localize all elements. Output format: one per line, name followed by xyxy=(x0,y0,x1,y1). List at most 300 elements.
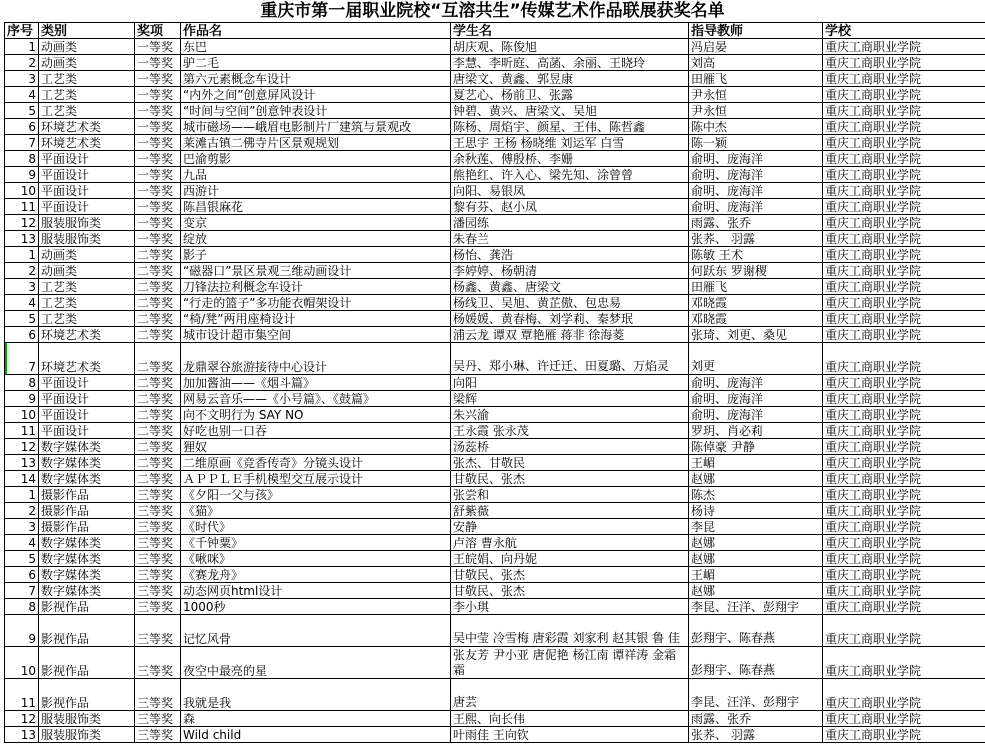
cell-school[interactable]: 重庆工商职业学院 xyxy=(823,519,985,535)
cell-work-title[interactable]: 《赛龙舟》 xyxy=(181,567,451,583)
table-row xyxy=(5,151,985,167)
cell-teacher[interactable]: 张琦、刘更、桑见 xyxy=(689,327,823,343)
cell-work-title[interactable]: 刀锋法拉利概念车设计 xyxy=(181,279,451,295)
cell-number[interactable]: 8 xyxy=(5,599,39,615)
cell-category[interactable]: 服装服饰类 xyxy=(39,215,135,231)
cell-teacher[interactable]: 张荞、 羽露 xyxy=(689,231,823,247)
cell-category[interactable]: 工艺类 xyxy=(39,71,135,87)
cell-work-title[interactable]: 第六元素概念车设计 xyxy=(181,71,451,87)
cell-work-title[interactable]: 二维原画《竞香传奇》分镜头设计 xyxy=(181,455,451,471)
cell-number[interactable]: 13 xyxy=(5,727,39,743)
cell-number[interactable]: 6 xyxy=(5,119,39,135)
cell-category[interactable]: 平面设计 xyxy=(39,423,135,439)
cell-students[interactable]: 钟碧、黄兴、唐梁文、吴旭 xyxy=(451,103,689,119)
cell-students[interactable]: 舒紫薇 xyxy=(451,503,689,519)
cell-school[interactable]: 重庆工商职业学院 xyxy=(823,615,985,647)
cell-teacher[interactable]: 俞明、庞海洋 xyxy=(689,151,823,167)
cell-number[interactable]: 13 xyxy=(5,231,39,247)
cell-category[interactable]: 服装服饰类 xyxy=(39,231,135,247)
awards-table xyxy=(4,22,985,743)
cell-teacher[interactable]: 俞明、庞海洋 xyxy=(689,407,823,423)
cell-number[interactable]: 6 xyxy=(5,327,39,343)
cell-work-title[interactable]: Wild child xyxy=(181,727,451,743)
cell-work-title[interactable]: 影子 xyxy=(181,247,451,263)
cell-school[interactable]: 重庆工商职业学院 xyxy=(823,679,985,711)
cell-students[interactable]: 吴中莹 冷雪梅 唐彩霞 刘家利 赵其银 鲁 佳 xyxy=(451,615,689,647)
cell-teacher[interactable]: 何跃东 罗谢稷 xyxy=(689,263,823,279)
cell-award[interactable]: 三等奖 xyxy=(135,551,181,567)
cell-teacher[interactable]: 罗玥、肖必莉 xyxy=(689,423,823,439)
cell-award[interactable]: 一等奖 xyxy=(135,215,181,231)
cell-students[interactable]: 余秋莲、傅殷桥、李姗 xyxy=(451,151,689,167)
cell-work-title[interactable]: 向不文明行为 SAY NO xyxy=(181,407,451,423)
cell-work-title[interactable]: “内外之间”创意屏风设计 xyxy=(181,87,451,103)
cell-award[interactable]: 二等奖 xyxy=(135,279,181,295)
cell-category[interactable]: 平面设计 xyxy=(39,151,135,167)
cell-number[interactable]: 6 xyxy=(5,567,39,583)
cell-number[interactable]: 8 xyxy=(5,151,39,167)
cell-work-title[interactable]: 记忆风骨 xyxy=(181,615,451,647)
cell-school[interactable]: 重庆工商职业学院 xyxy=(823,135,985,151)
cell-school[interactable]: 重庆工商职业学院 xyxy=(823,647,985,679)
table-row xyxy=(5,615,985,647)
cell-school[interactable]: 重庆工商职业学院 xyxy=(823,727,985,743)
cell-number[interactable]: 3 xyxy=(5,519,39,535)
cell-teacher[interactable]: 赵娜 xyxy=(689,583,823,599)
cell-number[interactable]: 4 xyxy=(5,535,39,551)
cell-work-title[interactable]: 驴二毛 xyxy=(181,55,451,71)
cell-number[interactable]: 11 xyxy=(5,679,39,711)
cell-students[interactable]: 陈杨、周焰宇、颜星、王伟、陈哲鑫 xyxy=(451,119,689,135)
cell-work-title[interactable]: 巴渝剪影 xyxy=(181,151,451,167)
cell-number[interactable]: 3 xyxy=(5,279,39,295)
cell-category[interactable]: 服装服饰类 xyxy=(39,711,135,727)
cell-teacher[interactable]: 田雁飞 xyxy=(689,279,823,295)
cell-award[interactable]: 一等奖 xyxy=(135,103,181,119)
cell-award[interactable]: 三等奖 xyxy=(135,535,181,551)
cell-award[interactable]: 二等奖 xyxy=(135,263,181,279)
cell-work-title[interactable]: 《时代》 xyxy=(181,519,451,535)
cell-students[interactable]: 卢溶 曹永航 xyxy=(451,535,689,551)
cell-work-title[interactable]: 《猫》 xyxy=(181,503,451,519)
cell-category[interactable]: 数字媒体类 xyxy=(39,471,135,487)
cell-school[interactable]: 重庆工商职业学院 xyxy=(823,535,985,551)
cell-number[interactable]: 5 xyxy=(5,103,39,119)
cell-students[interactable]: 黎有芬、赵小凤 xyxy=(451,199,689,215)
table-row xyxy=(5,103,985,119)
cell-teacher[interactable]: 俞明、庞海洋 xyxy=(689,183,823,199)
cell-award[interactable]: 三等奖 xyxy=(135,647,181,679)
cell-award[interactable]: 二等奖 xyxy=(135,295,181,311)
cell-work-title[interactable]: 变京 xyxy=(181,215,451,231)
cell-students[interactable]: 杨媛媛、黄春梅、刘学莉、秦梦珉 xyxy=(451,311,689,327)
table-row xyxy=(5,295,985,311)
cell-number[interactable]: 10 xyxy=(5,407,39,423)
cell-school[interactable]: 重庆工商职业学院 xyxy=(823,231,985,247)
cell-teacher[interactable]: 陈一颖 xyxy=(689,135,823,151)
cell-category[interactable]: 环境艺术类 xyxy=(39,327,135,343)
table-row xyxy=(5,71,985,87)
cell-teacher[interactable]: 陈杰 xyxy=(689,487,823,503)
cell-teacher[interactable]: 赵娜 xyxy=(689,535,823,551)
cell-teacher[interactable]: 邓晓霞 xyxy=(689,295,823,311)
cell-students[interactable]: 唐梁文、黄鑫、郭昱康 xyxy=(451,71,689,87)
cell-number[interactable]: 7 xyxy=(5,135,39,151)
cell-award[interactable]: 一等奖 xyxy=(135,231,181,247)
table-row xyxy=(5,519,985,535)
cell-school[interactable]: 重庆工商职业学院 xyxy=(823,327,985,343)
cell-category[interactable]: 数字媒体类 xyxy=(39,567,135,583)
cell-award[interactable]: 一等奖 xyxy=(135,151,181,167)
cell-teacher[interactable]: 俞明、庞海洋 xyxy=(689,375,823,391)
cell-teacher[interactable]: 李昆、汪洋、彭翔宇 xyxy=(689,599,823,615)
cell-students[interactable]: 向阳 xyxy=(451,375,689,391)
cell-category[interactable]: 工艺类 xyxy=(39,295,135,311)
cell-category[interactable]: 环境艺术类 xyxy=(39,119,135,135)
cell-teacher[interactable]: 冯启晏 xyxy=(689,39,823,55)
cell-school[interactable]: 重庆工商职业学院 xyxy=(823,71,985,87)
cell-award[interactable]: 三等奖 xyxy=(135,599,181,615)
cell-number[interactable]: 4 xyxy=(5,295,39,311)
header-work[interactable]: 作品名 xyxy=(181,23,451,39)
cell-number[interactable]: 9 xyxy=(5,391,39,407)
cell-category[interactable]: 服装服饰类 xyxy=(39,727,135,743)
cell-school[interactable]: 重庆工商职业学院 xyxy=(823,295,985,311)
cell-teacher[interactable]: 俞明、庞海洋 xyxy=(689,167,823,183)
cell-work-title[interactable]: 西游计 xyxy=(181,183,451,199)
cell-teacher[interactable]: 俞明、庞海洋 xyxy=(689,199,823,215)
cell-school[interactable]: 重庆工商职业学院 xyxy=(823,343,985,375)
cell-number[interactable]: 7 xyxy=(5,343,39,375)
cell-award[interactable]: 三等奖 xyxy=(135,567,181,583)
cell-category[interactable]: 环境艺术类 xyxy=(39,135,135,151)
cell-school[interactable]: 重庆工商职业学院 xyxy=(823,551,985,567)
cell-award[interactable]: 三等奖 xyxy=(135,487,181,503)
cell-number[interactable]: 1 xyxy=(5,487,39,503)
cell-number[interactable]: 14 xyxy=(5,471,39,487)
cell-students[interactable]: 王熙、向长伟 xyxy=(451,711,689,727)
cell-category[interactable]: 摄影作品 xyxy=(39,487,135,503)
cell-number[interactable]: 7 xyxy=(5,583,39,599)
cell-teacher[interactable]: 赵娜 xyxy=(689,551,823,567)
cell-teacher[interactable]: 李昆、汪洋、彭翔宇 xyxy=(689,679,823,711)
cell-students[interactable]: 李婷婷、杨朝清 xyxy=(451,263,689,279)
cell-students[interactable]: 甘敬民、张杰 xyxy=(451,567,689,583)
cell-category[interactable]: 影视作品 xyxy=(39,615,135,647)
cell-teacher[interactable]: 李昆 xyxy=(689,519,823,535)
cell-students[interactable]: 李小琪 xyxy=(451,599,689,615)
cell-category[interactable]: 动画类 xyxy=(39,247,135,263)
cell-category[interactable]: 环境艺术类 xyxy=(39,343,135,375)
cell-category[interactable]: 影视作品 xyxy=(39,679,135,711)
cell-teacher[interactable]: 田雁飞 xyxy=(689,71,823,87)
cell-work-title[interactable]: 莱滩古镇二佛寺片区景观规划 xyxy=(181,135,451,151)
cell-number[interactable]: 11 xyxy=(5,423,39,439)
cell-work-title[interactable]: 夜空中最亮的星 xyxy=(181,647,451,679)
cell-category[interactable]: 影视作品 xyxy=(39,647,135,679)
cell-award[interactable]: 三等奖 xyxy=(135,711,181,727)
cell-award[interactable]: 二等奖 xyxy=(135,455,181,471)
cell-students[interactable]: 叶雨佳 王向钦 xyxy=(451,727,689,743)
cell-award[interactable]: 三等奖 xyxy=(135,679,181,711)
cell-work-title[interactable]: 加加酱油——《烟斗篇》 xyxy=(181,375,451,391)
cell-category[interactable]: 摄影作品 xyxy=(39,503,135,519)
cell-category[interactable]: 数字媒体类 xyxy=(39,551,135,567)
cell-school[interactable]: 重庆工商职业学院 xyxy=(823,375,985,391)
cell-work-title[interactable]: “行走的篮子”多功能衣帽架设计 xyxy=(181,295,451,311)
cell-school[interactable]: 重庆工商职业学院 xyxy=(823,279,985,295)
header-no[interactable]: 序号 xyxy=(5,23,39,39)
cell-teacher[interactable]: 彭翔宇、陈春燕 xyxy=(689,647,823,679)
cell-students[interactable]: 王皖娟、向丹妮 xyxy=(451,551,689,567)
cell-school[interactable]: 重庆工商职业学院 xyxy=(823,311,985,327)
cell-students[interactable]: 李慧、李昕庭、高菡、余丽、王晓玲 xyxy=(451,55,689,71)
cell-work-title[interactable]: 东巴 xyxy=(181,39,451,55)
cell-number[interactable]: 2 xyxy=(5,55,39,71)
cell-teacher[interactable]: 刘高 xyxy=(689,55,823,71)
cell-students[interactable]: 夏艺心、杨前卫、张露 xyxy=(451,87,689,103)
cell-award[interactable]: 一等奖 xyxy=(135,183,181,199)
cell-students[interactable]: 汤蕊桥 xyxy=(451,439,689,455)
cell-award[interactable]: 一等奖 xyxy=(135,71,181,87)
cell-award[interactable]: 三等奖 xyxy=(135,503,181,519)
cell-work-title[interactable]: 龙鼎翠谷旅游接待中心设计 xyxy=(181,343,451,375)
cell-work-title[interactable]: 我就是我 xyxy=(181,679,451,711)
cell-number[interactable]: 12 xyxy=(5,215,39,231)
cell-number[interactable]: 13 xyxy=(5,455,39,471)
header-award[interactable]: 奖项 xyxy=(135,23,181,39)
cell-students[interactable]: 吴丹、郑小琳、许迁迁、田夏璐、万焰灵 xyxy=(451,343,689,375)
cell-category[interactable]: 影视作品 xyxy=(39,599,135,615)
cell-students[interactable]: 张尝和 xyxy=(451,487,689,503)
cell-award[interactable]: 三等奖 xyxy=(135,727,181,743)
cell-work-title[interactable]: “椅/凳”两用座椅设计 xyxy=(181,311,451,327)
cell-award[interactable]: 一等奖 xyxy=(135,55,181,71)
cell-students[interactable]: 胡庆观、陈俊旭 xyxy=(451,39,689,55)
cell-award[interactable]: 二等奖 xyxy=(135,327,181,343)
cell-school[interactable]: 重庆工商职业学院 xyxy=(823,407,985,423)
cell-work-title[interactable]: 城市设计超市集空间 xyxy=(181,327,451,343)
cell-teacher[interactable]: 雨露、张乔 xyxy=(689,215,823,231)
cell-students[interactable]: 杨怡、龚浩 xyxy=(451,247,689,263)
cell-category[interactable]: 数字媒体类 xyxy=(39,439,135,455)
cell-school[interactable]: 重庆工商职业学院 xyxy=(823,55,985,71)
cell-category[interactable]: 工艺类 xyxy=(39,103,135,119)
cell-students[interactable]: 甘敬民、张杰 xyxy=(451,583,689,599)
cell-teacher[interactable]: 陈倬豪 尹静 xyxy=(689,439,823,455)
cell-number[interactable]: 10 xyxy=(5,647,39,679)
header-category[interactable]: 类别 xyxy=(39,23,135,39)
cell-work-title[interactable]: 狸奴 xyxy=(181,439,451,455)
cell-work-title[interactable]: 1000秒 xyxy=(181,599,451,615)
cell-teacher[interactable]: 尹永恒 xyxy=(689,87,823,103)
cell-teacher[interactable]: 陈中杰 xyxy=(689,119,823,135)
cell-teacher[interactable]: 张荞、 羽露 xyxy=(689,727,823,743)
cell-teacher[interactable]: 赵娜 xyxy=(689,471,823,487)
cell-award[interactable]: 一等奖 xyxy=(135,199,181,215)
cell-award[interactable]: 三等奖 xyxy=(135,615,181,647)
cell-students[interactable]: 熊艳红、许入心、梁先知、涂曾曾 xyxy=(451,167,689,183)
table-row xyxy=(5,455,985,471)
cell-number[interactable]: 12 xyxy=(5,439,39,455)
cell-students[interactable]: 朱春兰 xyxy=(451,231,689,247)
cell-school[interactable]: 重庆工商职业学院 xyxy=(823,567,985,583)
cell-school[interactable]: 重庆工商职业学院 xyxy=(823,599,985,615)
table-row xyxy=(5,439,985,455)
header-teacher[interactable]: 指导教师 xyxy=(689,23,823,39)
cell-number[interactable]: 2 xyxy=(5,503,39,519)
cell-teacher[interactable]: 彭翔宇、陈春燕 xyxy=(689,615,823,647)
cell-students[interactable]: 潘园练 xyxy=(451,215,689,231)
cell-school[interactable]: 重庆工商职业学院 xyxy=(823,711,985,727)
cell-number[interactable]: 5 xyxy=(5,551,39,567)
cell-award[interactable]: 二等奖 xyxy=(135,471,181,487)
cell-students[interactable]: 安静 xyxy=(451,519,689,535)
cell-teacher[interactable]: 王嵋 xyxy=(689,567,823,583)
cell-award[interactable]: 三等奖 xyxy=(135,519,181,535)
cell-award[interactable]: 二等奖 xyxy=(135,407,181,423)
cell-teacher[interactable]: 陈敏 王术 xyxy=(689,247,823,263)
cell-work-title[interactable]: 森 xyxy=(181,711,451,727)
cell-school[interactable]: 重庆工商职业学院 xyxy=(823,215,985,231)
cell-category[interactable]: 工艺类 xyxy=(39,311,135,327)
cell-school[interactable]: 重庆工商职业学院 xyxy=(823,455,985,471)
table-row xyxy=(5,279,985,295)
cell-school[interactable]: 重庆工商职业学院 xyxy=(823,471,985,487)
cell-work-title[interactable]: 网易云音乐——《小号篇》、《鼓篇》 xyxy=(181,391,451,407)
cell-teacher[interactable]: 刘更 xyxy=(689,343,823,375)
cell-award[interactable]: 二等奖 xyxy=(135,247,181,263)
cell-school[interactable]: 重庆工商职业学院 xyxy=(823,423,985,439)
cell-award[interactable]: 一等奖 xyxy=(135,39,181,55)
cell-number[interactable]: 11 xyxy=(5,199,39,215)
table-row xyxy=(5,503,985,519)
cell-teacher[interactable]: 邓晓霞 xyxy=(689,311,823,327)
header-students[interactable]: 学生名 xyxy=(451,23,689,39)
cell-school[interactable]: 重庆工商职业学院 xyxy=(823,439,985,455)
cell-category[interactable]: 工艺类 xyxy=(39,87,135,103)
cell-number[interactable]: 9 xyxy=(5,615,39,647)
cell-number[interactable]: 4 xyxy=(5,87,39,103)
cell-work-title[interactable]: 九品 xyxy=(181,167,451,183)
cell-category[interactable]: 平面设计 xyxy=(39,199,135,215)
cell-award[interactable]: 三等奖 xyxy=(135,583,181,599)
cell-work-title[interactable]: ＡＰＰＬＥ手机模型交互展示设计 xyxy=(181,471,451,487)
cell-number[interactable]: 1 xyxy=(5,39,39,55)
cell-number[interactable]: 10 xyxy=(5,183,39,199)
cell-work-title[interactable]: “磁器口”景区景观三维动画设计 xyxy=(181,263,451,279)
cell-students[interactable]: 张杰、甘敬民 xyxy=(451,455,689,471)
cell-school[interactable]: 重庆工商职业学院 xyxy=(823,39,985,55)
cell-school[interactable]: 重庆工商职业学院 xyxy=(823,183,985,199)
cell-work-title[interactable]: 《啾咪》 xyxy=(181,551,451,567)
cell-students[interactable]: 唐芸 xyxy=(451,679,689,711)
cell-category[interactable]: 平面设计 xyxy=(39,375,135,391)
cell-school[interactable]: 重庆工商职业学院 xyxy=(823,151,985,167)
cell-school[interactable]: 重庆工商职业学院 xyxy=(823,119,985,135)
cell-work-title[interactable]: 《夕阳一父与孩》 xyxy=(181,487,451,503)
cell-category[interactable]: 数字媒体类 xyxy=(39,535,135,551)
table-row xyxy=(5,583,985,599)
cell-teacher[interactable]: 俞明、庞海洋 xyxy=(689,391,823,407)
cell-number[interactable]: 1 xyxy=(5,247,39,263)
cell-students[interactable]: 浦云龙 谭双 覃艳雁 蒋非 徐海菱 xyxy=(451,327,689,343)
cell-category[interactable]: 动画类 xyxy=(39,39,135,55)
cell-teacher[interactable]: 王嵋 xyxy=(689,455,823,471)
cell-award[interactable]: 二等奖 xyxy=(135,439,181,455)
cell-award[interactable]: 一等奖 xyxy=(135,87,181,103)
cell-students[interactable]: 朱兴渝 xyxy=(451,407,689,423)
cell-award[interactable]: 二等奖 xyxy=(135,375,181,391)
cell-teacher[interactable]: 雨露、张乔 xyxy=(689,711,823,727)
cell-category[interactable]: 平面设计 xyxy=(39,407,135,423)
cell-category[interactable]: 工艺类 xyxy=(39,279,135,295)
cell-work-title[interactable]: “时间与空间”创意钟表设计 xyxy=(181,103,451,119)
cell-school[interactable]: 重庆工商职业学院 xyxy=(823,167,985,183)
cell-students[interactable]: 杨线卫、吴旭、黄芷傲、包忠易 xyxy=(451,295,689,311)
cell-category[interactable]: 动画类 xyxy=(39,55,135,71)
header-school[interactable]: 学校 xyxy=(823,23,985,39)
cell-category[interactable]: 动画类 xyxy=(39,263,135,279)
cell-category[interactable]: 平面设计 xyxy=(39,391,135,407)
cell-number[interactable]: 12 xyxy=(5,711,39,727)
cell-award[interactable]: 二等奖 xyxy=(135,391,181,407)
cell-students[interactable]: 甘敬民、张杰 xyxy=(451,471,689,487)
cell-teacher[interactable]: 尹永恒 xyxy=(689,103,823,119)
cell-award[interactable]: 一等奖 xyxy=(135,167,181,183)
cell-school[interactable]: 重庆工商职业学院 xyxy=(823,487,985,503)
cell-work-title[interactable]: 动态网页html设计 xyxy=(181,583,451,599)
cell-students[interactable]: 王永霞 张永茂 xyxy=(451,423,689,439)
cell-work-title[interactable]: 城市磁场——峨眉电影制片厂建筑与景观改 xyxy=(181,119,451,135)
cell-school[interactable]: 重庆工商职业学院 xyxy=(823,199,985,215)
cell-school[interactable]: 重庆工商职业学院 xyxy=(823,247,985,263)
cell-number[interactable]: 3 xyxy=(5,71,39,87)
cell-category[interactable]: 摄影作品 xyxy=(39,519,135,535)
cell-work-title[interactable]: 《千钟粟》 xyxy=(181,535,451,551)
cell-school[interactable]: 重庆工商职业学院 xyxy=(823,103,985,119)
cell-award[interactable]: 二等奖 xyxy=(135,423,181,439)
cell-school[interactable]: 重庆工商职业学院 xyxy=(823,87,985,103)
cell-award[interactable]: 二等奖 xyxy=(135,311,181,327)
cell-category[interactable]: 数字媒体类 xyxy=(39,583,135,599)
cell-teacher[interactable]: 杨诗 xyxy=(689,503,823,519)
cell-work-title[interactable]: 好吃也别一口吞 xyxy=(181,423,451,439)
cell-award[interactable]: 一等奖 xyxy=(135,135,181,151)
cell-school[interactable]: 重庆工商职业学院 xyxy=(823,583,985,599)
cell-number[interactable]: 5 xyxy=(5,311,39,327)
cell-students[interactable]: 向阳、易银凤 xyxy=(451,183,689,199)
cell-school[interactable]: 重庆工商职业学院 xyxy=(823,503,985,519)
cell-school[interactable]: 重庆工商职业学院 xyxy=(823,263,985,279)
cell-award[interactable]: 一等奖 xyxy=(135,119,181,135)
cell-students[interactable]: 梁辉 xyxy=(451,391,689,407)
cell-students[interactable]: 张友芳 尹小亚 唐伲艳 杨江南 谭祥涛 金霜霜 xyxy=(451,647,689,679)
cell-number[interactable]: 9 xyxy=(5,167,39,183)
cell-category[interactable]: 数字媒体类 xyxy=(39,455,135,471)
cell-school[interactable]: 重庆工商职业学院 xyxy=(823,391,985,407)
cell-students[interactable]: 王思宇 王杨 杨晓维 刘运军 白雪 xyxy=(451,135,689,151)
sheet-title: 重庆市第一届职业院校“互溶共生”传媒艺术作品联展获奖名单 xyxy=(260,1,725,21)
cell-number[interactable]: 8 xyxy=(5,375,39,391)
cell-students[interactable]: 杨鑫、黄鑫、唐梁文 xyxy=(451,279,689,295)
cell-award[interactable]: 二等奖 xyxy=(135,343,181,375)
cell-work-title[interactable]: 绽放 xyxy=(181,231,451,247)
cell-category[interactable]: 平面设计 xyxy=(39,183,135,199)
cell-category[interactable]: 平面设计 xyxy=(39,167,135,183)
cell-work-title[interactable]: 陈昌银麻花 xyxy=(181,199,451,215)
cell-number[interactable]: 2 xyxy=(5,263,39,279)
